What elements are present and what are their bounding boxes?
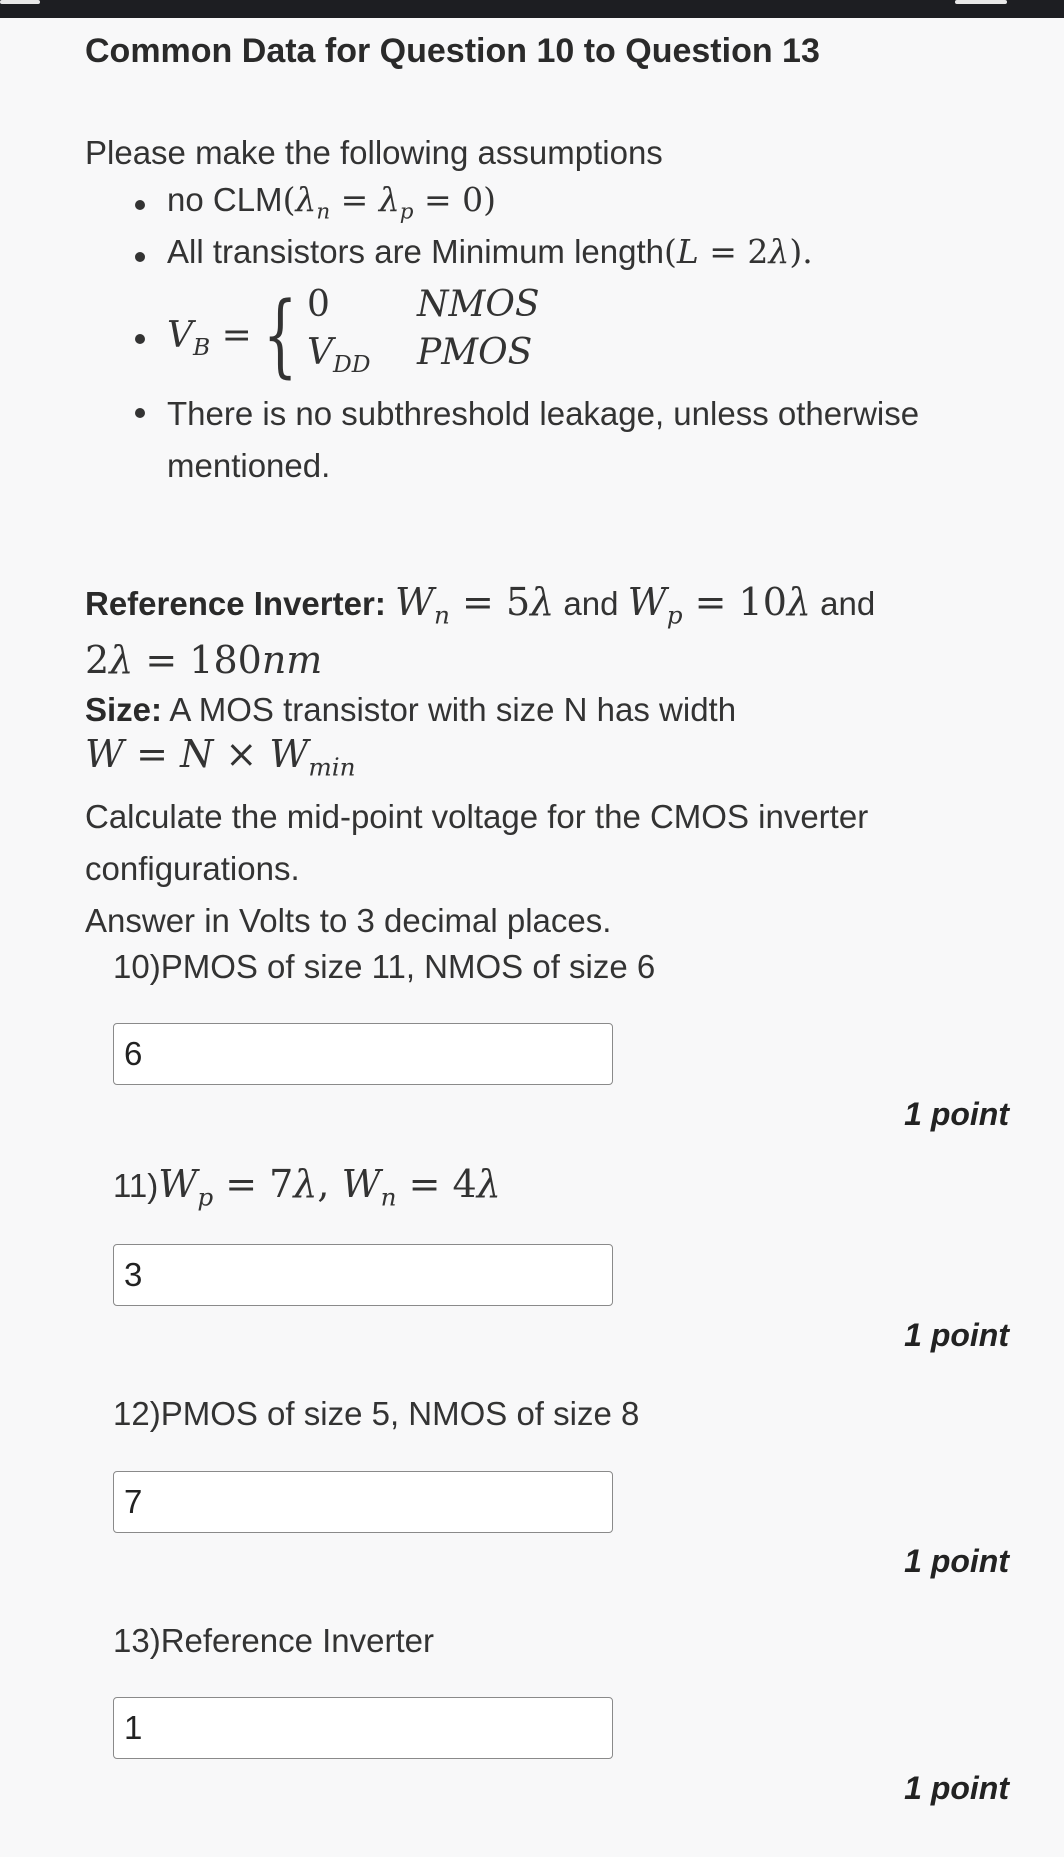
assumption-leakage: There is no subthreshold leakage, unless otherwise mentioned. <box>135 388 987 492</box>
size-label: Size: <box>85 690 163 728</box>
lambda-equation: 2λ = 180nm <box>85 637 323 682</box>
question-13-points: 1 point <box>904 1770 1009 1806</box>
question-12-points: 1 point <box>904 1543 1009 1579</box>
question-10-points: 1 point <box>904 1096 1009 1132</box>
task-text: Calculate the mid-point voltage for the CMOS inverter configurations. <box>85 798 869 888</box>
assumption-clm: no $CLM(\lambda_n = \lambda_p = 0)$ <box>135 180 1015 232</box>
status-bar-indicator <box>0 0 40 4</box>
and-text-2: and <box>820 585 876 622</box>
question-10-label: 10)PMOS of size 11, NMOS of size 6 <box>113 948 656 985</box>
assumption-length: All transistors are Minimum length(L = 2λ). <box>135 232 1015 284</box>
question-13-label: 13)Reference Inverter <box>113 1622 434 1659</box>
status-bar <box>0 0 1064 18</box>
reference-inverter-line: Reference Inverter: $W_n = 5\lambda$ and $W_p = 10\lambda$ and <box>85 580 876 630</box>
reference-label: Reference Inverter: <box>85 585 386 622</box>
question-10-answer-input[interactable] <box>113 1023 613 1085</box>
reference-block <box>85 578 985 947</box>
vb-case2-label: PMOS <box>417 332 533 373</box>
question-11-label: $11)W_p = 7\lambda$, $W_n = 4\lambda$ <box>113 1162 501 1212</box>
vb-case2-value: $V_{DD}$ <box>307 332 371 379</box>
vb-case1-value: 0 <box>307 284 330 325</box>
vb-case1-label: NMOS <box>417 284 540 325</box>
assumptions-list <box>135 180 1015 492</box>
width-equation: $W = N \times W_{min}$ <box>85 731 356 782</box>
battery-icon <box>955 0 1007 4</box>
and-text-1: and <box>563 585 619 622</box>
answer-format-text: Answer in Volts to 3 decimal places. <box>85 902 612 940</box>
brace-symbol: { <box>263 283 298 388</box>
length-label: All transistors are Minimum length <box>167 233 664 270</box>
question-12-label: 12)PMOS of size 5, NMOS of size 8 <box>113 1395 640 1432</box>
clm-label: no CLM <box>167 181 283 218</box>
question-11-answer-input[interactable] <box>113 1244 613 1306</box>
section-title: Common Data for Question 10 to Question 13 <box>85 32 820 70</box>
assumption-vb <box>135 284 1015 388</box>
question-11-points: 1 point <box>904 1317 1009 1353</box>
question-12-answer-input[interactable] <box>113 1471 613 1533</box>
size-text: A MOS transistor with size N has width <box>169 690 737 728</box>
question-11-number: 11) <box>113 1167 159 1204</box>
size-line <box>85 686 985 734</box>
question-13-answer-input[interactable] <box>113 1697 613 1759</box>
assumptions-intro: Please make the following assumptions <box>85 134 663 171</box>
vb-equation: $V_B$ = { 0 NMOS $V_{DD}$ PMOS <box>167 283 540 388</box>
